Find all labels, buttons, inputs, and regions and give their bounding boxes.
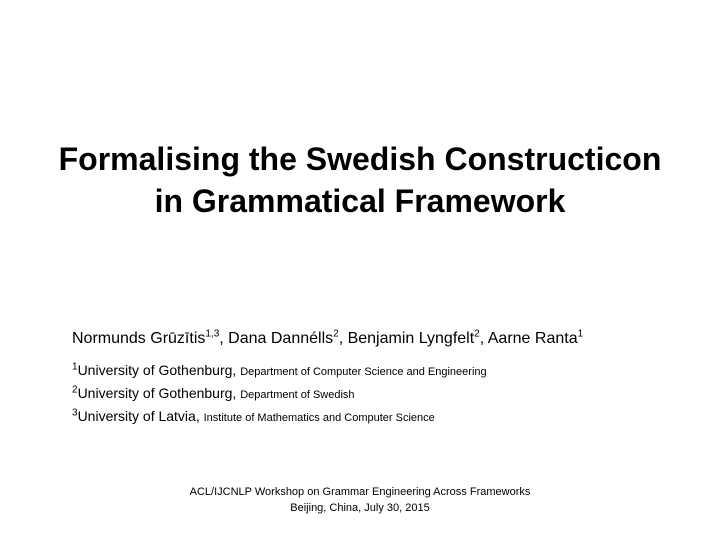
affiliation-department: Department of Computer Science and Engineering xyxy=(240,366,487,378)
affiliation-department: Institute of Mathematics and Computer Science xyxy=(203,412,435,424)
author-affiliation-sup: 2 xyxy=(333,328,339,340)
workshop-location-date: Beijing, China, July 30, 2015 xyxy=(290,502,430,514)
slide-title xyxy=(40,138,680,222)
affiliation-department: Department of Swedish xyxy=(240,389,355,401)
author-name: Benjamin Lyngfelt xyxy=(347,330,475,347)
author-name: Aarne Ranta xyxy=(487,330,578,347)
workshop-name: ACL/IJCNLP Workshop on Grammar Engineering Across Frameworks xyxy=(189,486,531,498)
affiliation-university: University of Latvia xyxy=(77,408,196,424)
author-name: Dana Dannélls xyxy=(228,330,334,347)
affiliation-item: $^3$University of Latvia, Institute of Mathematics and Computer Science xyxy=(72,407,435,424)
affiliation-number: 1 xyxy=(72,361,78,373)
title-line-1: Formalising the Swedish Constructicon xyxy=(58,141,662,177)
affiliation-number: 3 xyxy=(72,407,78,419)
author-list: Normunds Grūzītis$^{1,3}$, Dana Dannélls$^2$, Benjamin Lyngfelt$^2$, Aarne Ranta$^1$ xyxy=(72,328,584,347)
title-line-2: in Grammatical Framework xyxy=(154,183,566,219)
author-affiliation-sup: 1,3 xyxy=(205,328,220,340)
affiliation-item: $^2$University of Gothenburg, Department of Swedish xyxy=(72,384,355,401)
affiliation-university: University of Gothenburg xyxy=(77,385,233,401)
author-name: Normunds Grūzītis xyxy=(72,330,206,347)
affiliation-number: 2 xyxy=(72,384,78,396)
workshop-info xyxy=(0,484,720,516)
author-affiliation-sup: 2 xyxy=(474,328,480,340)
author-affiliation-sup: 1 xyxy=(577,328,584,340)
affiliation-university: University of Gothenburg xyxy=(77,362,233,378)
affiliation-item: $^1$University of Gothenburg, Department of Computer Science and Engineering xyxy=(72,361,487,378)
